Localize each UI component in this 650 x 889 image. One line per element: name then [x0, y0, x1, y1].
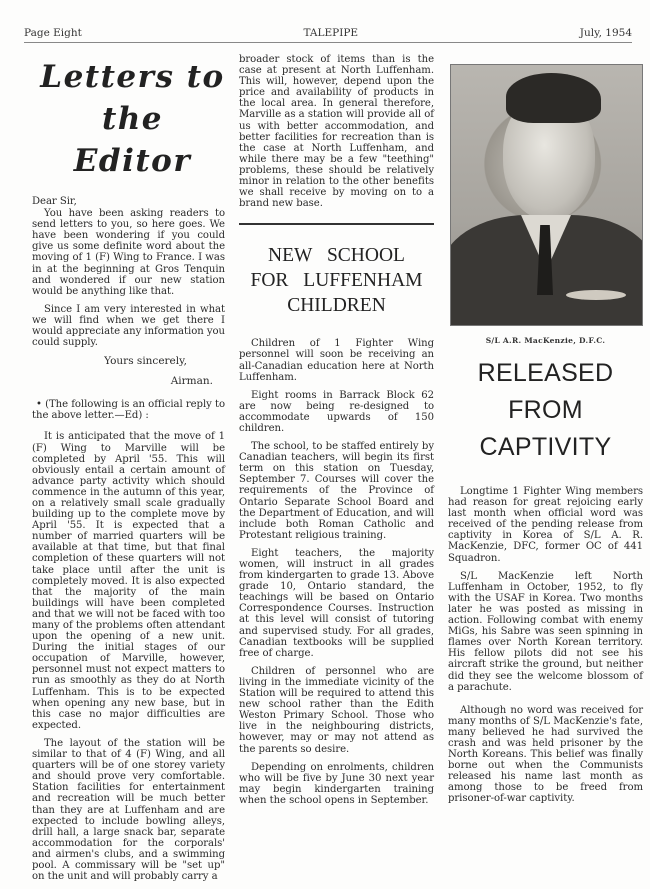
school-column: [239, 54, 434, 813]
letter-paragraph: You have been asking readers to send letters to you, so here goes. We have been wondering if you could give us some definite word about the moving of 1 (F) Wing to France. I was in at the beginning at Gros Tenquin and wondered if our new station would be anything like that.: [32, 208, 225, 297]
letter-paragraph: Since I am very interested in what we will find when we get there I would appreciate any information you could supply.: [32, 303, 225, 349]
school-headline: [239, 243, 434, 318]
school-paragraph: Eight rooms in Barrack Block 62 are now being re-designed to accommodate upwards of 150 children.: [239, 389, 434, 434]
publication-name: TALEPIPE: [303, 27, 359, 39]
reply-paragraph: The layout of the station will be similar to that of 4 (F) Wing, and all quarters will be of one storey variety and should prove very comfortable. Station facilities for entertainment and recreation will be much better than they are at Luffenham and are expected to include bowling alleys, drill hall, a large snack bar, separate accommodation for the corporals' and airmen's clubs, and a swimming pool. A commissary will be "set up" on the unit and will probably carry a: [32, 737, 225, 883]
released-column: [448, 50, 643, 812]
school-paragraph: Children of personnel who are living in the immediate vicinity of the Station will be required to attend this new school rather than the Edith Weston Primary School. Those who live in the neighbouring districts, however, may or may not attend as the parents so desire.: [239, 665, 434, 755]
editor-note: • (The following is an official reply to the above letter.—Ed) :: [32, 399, 225, 422]
photo-hair: [506, 73, 601, 123]
released-paragraph: Although no word was received for many months of S/L MacKenzie's fate, many believed he had survived the crash and was held prisoner by the North Koreans. This belief was finally borne out when the Communists released his name last month as among those to be freed from prisoner-of-war captivity.: [448, 704, 643, 805]
page-header: [24, 27, 632, 43]
released-headline: [448, 355, 643, 466]
reply-paragraph: It is anticipated that the move of 1 (F) Wing to Marville will be completed by April '55. This will obviously entail a certain amount of advance party activity which should commence in the autumn of this year, on a relatively small scale gradually building up to the complete move by April '55. It is expected that a number of married quarters will be available at that time, but that final completion of these quarters will not take place until after the unit is completely moved. It is also expected that the majority of the main buildings will have been completed and that we will not be faced with too many of the problems often attendant upon the opening of a new unit. During the initial stages of our occupation of Marville, however, personnel must not expect matters to run as smoothly as they do at North Luffenham. This is to be expected when opening any new base, but in this case no major difficulties are expected.: [32, 431, 225, 731]
reply-continuation: broader stock of items than is the case at present at North Luffenham. This will, however, depend upon the price and availability of products in the local area. In general therefore, Marville as a station will provide all of us with better accommodation, and better facilities for recreation than is the case at North Luffenham, and while there may be a few "teething" problems, these should be relatively minor in relation to the other benefits we shall receive by moving on to a brand new base.: [239, 54, 434, 210]
released-headline-line3: CAPTIVITY: [479, 433, 612, 461]
released-paragraph: Longtime 1 Fighter Wing members had reason for great rejoicing early last month when official word was received of the pending release from captivity in Korea of S/L A. R. MacKenzie, DFC, former OC of 441 Squadron.: [448, 486, 643, 564]
letter-signature: Airman.: [170, 375, 213, 388]
issue-date: July, 1954: [579, 27, 632, 39]
school-headline-line3: CHILDREN: [287, 295, 386, 317]
article-divider: [239, 223, 434, 225]
letters-column: [32, 50, 225, 889]
letters-heading-line1: Letters to: [40, 59, 225, 95]
school-paragraph: Depending on enrolments, children who will be five by June 30 next year may begin kindergarten training when the school opens in September.: [239, 761, 434, 806]
pilot-wings-badge: [566, 290, 626, 300]
school-paragraph: Children of 1 Fighter Wing personnel will soon be receiving an all-Canadian education here at North Luffenham.: [239, 338, 434, 383]
page-number: Page Eight: [24, 27, 82, 39]
released-headline-line1: RELEASED: [477, 359, 614, 387]
school-headline-line1: NEW SCHOOL: [268, 245, 405, 267]
letter-salutation: Dear Sir,: [32, 196, 77, 207]
released-paragraph: S/L MacKenzie left North Luffenham in October, 1952, to fly with the USAF in Korea. Two months later he was posted as missing in action. Following combat with enemy MiGs, his Sabre was seen spinning in flames over North Korean territory. His fellow pilots did not see his aircraft strike the ground, but neither did they see the welcome blossom of a parachute.: [448, 570, 643, 693]
school-headline-line2: FOR LUFFENHAM: [250, 270, 423, 292]
school-paragraph: The school, to be staffed entirely by Canadian teachers, will begin its first term on this station on Tuesday, September 7. Courses will cover the requirements of the Province of Ontario Separate School Board and the Department of Education, and will include both Roman Catholic and Protestant religious training.: [239, 441, 434, 541]
school-paragraph: Eight teachers, the majority women, will instruct in all grades from kindergarten to grade 13. Above grade 10, Ontario standard, the teachings will be based on Ontario Correspondence Courses. Instruction at this level will consist of tutoring and supervised study. For all grades, Canadian textbooks will be supplied free of charge.: [239, 547, 434, 659]
photo-caption: S/L A.R. MacKenzie, D.F.C.: [485, 336, 606, 345]
letters-heading: [40, 56, 225, 182]
letters-heading-line2: the Editor: [73, 101, 192, 179]
letter-signoff: Yours sincerely,: [104, 355, 187, 368]
released-headline-line2: FROM: [508, 396, 583, 424]
portrait-photo: [450, 64, 643, 326]
